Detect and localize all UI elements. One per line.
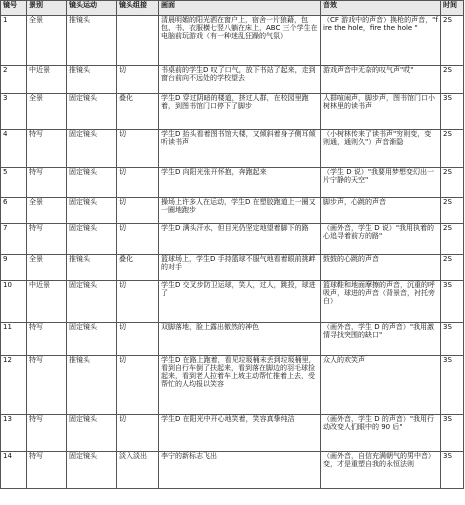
cell-shot-no: 4 (1, 130, 27, 168)
cell-sound: 人群喧闹声，脚步声，图书馆门口小树林里的读书声 (321, 94, 441, 130)
cell-duration: 3S (441, 323, 464, 356)
table-row (1, 16, 464, 66)
table-row (1, 281, 464, 323)
cell-camera-movement: 固定镜头 (67, 323, 117, 356)
header-camera-movement: 镜头运动 (67, 1, 117, 16)
cell-sound: 游戏声音中无奈的叹气声"哎" (321, 66, 441, 94)
cell-sound: 脚步声，心跳的声音 (321, 198, 441, 224)
cell-camera-movement: 推镜头 (67, 255, 117, 281)
cell-shot-no: 7 (1, 224, 27, 255)
cell-shot-no: 6 (1, 198, 27, 224)
cell-shot-no: 13 (1, 415, 27, 452)
cell-scene: 清晨明媚的阳光洒在窗户上，宿舍一片狼藉，包包、书、衣服横七竖八躺在床上，ABC 三个学生在电脑前玩游戏（有一种迷乱狂躁的气氛） (159, 16, 321, 66)
header-shot-size: 景别 (27, 1, 67, 16)
cell-duration: 2S (441, 224, 464, 255)
cell-shot-size: 全景 (27, 16, 67, 66)
cell-transition: 切 (117, 198, 159, 224)
cell-camera-movement: 固定镜头 (67, 168, 117, 198)
cell-duration: 2S (441, 66, 464, 94)
table-row (1, 255, 464, 281)
cell-shot-no: 1 (1, 16, 27, 66)
table-row (1, 356, 464, 415)
cell-shot-size: 特写 (27, 168, 67, 198)
cell-duration: 3S (441, 94, 464, 130)
cell-shot-size: 中近景 (27, 66, 67, 94)
cell-sound: （画外音，学生 D 的声音）"我用行动改变人们眼中的 90 后" (321, 415, 441, 452)
cell-transition: 切 (117, 224, 159, 255)
cell-scene: 学生D 向阳光张开怀抱，奔跑起来 (159, 168, 321, 198)
cell-transition: 切 (117, 323, 159, 356)
cell-shot-size: 中近景 (27, 281, 67, 323)
cell-shot-size: 特写 (27, 452, 67, 489)
cell-scene: 学生D 在路上跑着，看见垃圾桶未丢到垃圾桶里，看到自行车倒了扶起来，看到落在脚边的羽毛球捡起来，看到老人拉着车上坡主动帮忙推着上去，受帮忙的人均报以笑容 (159, 356, 321, 415)
cell-duration: 2S (441, 16, 464, 66)
table-row (1, 323, 464, 356)
cell-shot-size: 特写 (27, 323, 67, 356)
header-sound: 音效 (321, 1, 441, 16)
cell-scene: 书桌前的学生D 叹了口气，放下书站了起来，走到窗台前向不远处的学校望去 (159, 66, 321, 94)
cell-scene: 学生D 满头汗水，但目光仍坚定地望着脚下的路 (159, 224, 321, 255)
cell-transition: 切 (117, 415, 159, 452)
cell-shot-size: 特写 (27, 415, 67, 452)
header-duration: 时间 (441, 1, 464, 16)
cell-shot-no: 10 (1, 281, 27, 323)
cell-transition: 淡入淡出 (117, 452, 159, 489)
cell-shot-no: 11 (1, 323, 27, 356)
cell-sound: （画外音，学生 D 说）"我用执着的心追寻着前方的路" (321, 224, 441, 255)
cell-duration: 3S (441, 356, 464, 415)
table-body (1, 16, 464, 489)
table-row (1, 130, 464, 168)
cell-shot-no: 14 (1, 452, 27, 489)
cell-scene: 操场上许多人在运动，学生D 在塑胶跑道上一圈又一圈地跑步 (159, 198, 321, 224)
cell-camera-movement: 固定镜头 (67, 94, 117, 130)
header-transition: 镜头组接 (117, 1, 159, 16)
header-shot-no: 镜号 (1, 1, 27, 16)
cell-camera-movement: 固定镜头 (67, 130, 117, 168)
cell-scene: 学生D 穿过阴暗的楼道，挤过人群，在校园里跑着，到图书馆门口停下了脚步 (159, 94, 321, 130)
cell-scene: 学生D 交叉步防卫运球，笑人，过人，跳投，球进了 (159, 281, 321, 323)
cell-camera-movement: 推镜头 (67, 16, 117, 66)
cell-duration: 2S (441, 130, 464, 168)
cell-sound: （小树林传来了读书声"穷则变，变则通，通则久"）声音渐隐 (321, 130, 441, 168)
cell-shot-no: 2 (1, 66, 27, 94)
cell-transition: 切 (117, 281, 159, 323)
table-row (1, 66, 464, 94)
cell-camera-movement: 固定镜头 (67, 281, 117, 323)
cell-scene: 篮球场上，学生D 手持篮球不服气地看着眼前挑衅的对手 (159, 255, 321, 281)
cell-camera-movement: 固定镜头 (67, 415, 117, 452)
cell-duration: 2S (441, 168, 464, 198)
cell-camera-movement: 推镜头 (67, 66, 117, 94)
cell-camera-movement: 固定镜头 (67, 452, 117, 489)
cell-scene: 双脚落地，脸上露出傲然的神色 (159, 323, 321, 356)
cell-duration: 2S (441, 198, 464, 224)
cell-duration: 3S (441, 281, 464, 323)
cell-sound: （学生 D 说）"我要用梦想变幻出一片宁静的天空" (321, 168, 441, 198)
cell-transition: 切 (117, 66, 159, 94)
cell-scene: 学生D 在阳光中开心地笑着，笑容真挚纯洁 (159, 415, 321, 452)
cell-scene: 学生D 抬头看着图书馆大楼，又倾斜着身子侧耳倾听读书声 (159, 130, 321, 168)
table-row (1, 224, 464, 255)
cell-transition: 切 (117, 356, 159, 415)
cell-sound: 篮球鞋和地面摩擦的声音，沉重的呼吸声，球进的声音（背景音，衬托旁白） (321, 281, 441, 323)
table-row (1, 415, 464, 452)
cell-transition: 切 (117, 130, 159, 168)
table-row (1, 94, 464, 130)
cell-shot-size: 特写 (27, 130, 67, 168)
cell-sound: （CF 游戏中的声音）换枪的声音，"fire the hole，fire the hole " (321, 16, 441, 66)
cell-camera-movement: 固定镜头 (67, 224, 117, 255)
cell-sound: 鼓鼓的心跳的声音 (321, 255, 441, 281)
cell-duration: 2S (441, 255, 464, 281)
cell-shot-no: 9 (1, 255, 27, 281)
cell-transition: 切 (117, 168, 159, 198)
table-row (1, 168, 464, 198)
cell-duration: 3S (441, 415, 464, 452)
cell-shot-size: 全景 (27, 94, 67, 130)
table-row (1, 452, 464, 489)
cell-duration: 3S (441, 452, 464, 489)
cell-camera-movement: 固定镜头 (67, 198, 117, 224)
cell-shot-size: 特写 (27, 356, 67, 415)
cell-shot-no: 12 (1, 356, 27, 415)
cell-camera-movement: 推镜头 (67, 356, 117, 415)
header-row (1, 1, 464, 16)
cell-scene: 李宁的新标志飞出 (159, 452, 321, 489)
table-row (1, 198, 464, 224)
cell-sound: 众人的欢笑声 (321, 356, 441, 415)
cell-shot-no: 5 (1, 168, 27, 198)
cell-sound: （画外音，学生 D 的声音）"我用激情寻找突围的缺口" (321, 323, 441, 356)
cell-sound: （画外音，自信充满朝气的男中音）变，才是重塑自我的永恒法则 (321, 452, 441, 489)
header-scene: 画面 (159, 1, 321, 16)
cell-transition: 叠化 (117, 94, 159, 130)
cell-shot-no: 3 (1, 94, 27, 130)
cell-transition (117, 16, 159, 66)
cell-shot-size: 特写 (27, 224, 67, 255)
cell-transition: 叠化 (117, 255, 159, 281)
cell-shot-size: 全景 (27, 255, 67, 281)
cell-shot-size: 全景 (27, 198, 67, 224)
